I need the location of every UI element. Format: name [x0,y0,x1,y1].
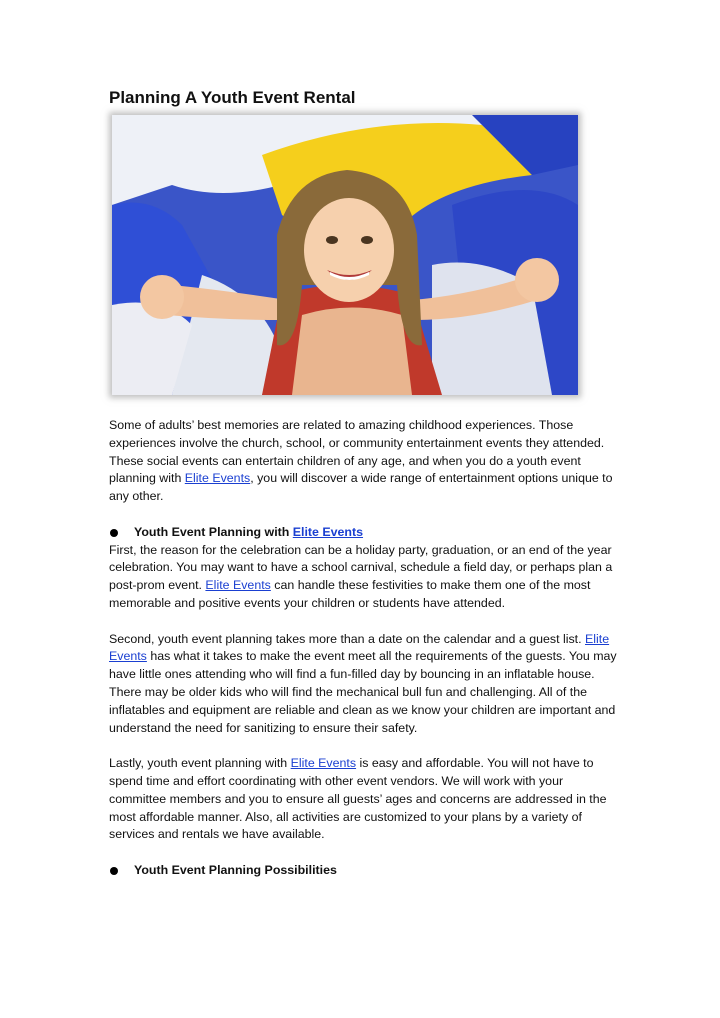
elite-events-link[interactable]: Elite Events [109,631,610,664]
elite-events-link[interactable]: Elite Events [290,756,357,771]
child-inflatable-photo [112,115,578,395]
paragraph-text: Second, youth event planning takes more than a date on the calendar and a guest list. [109,631,585,646]
elite-events-link[interactable]: Elite Events [184,471,251,486]
heading-text: Youth Event Planning with [134,524,293,539]
paragraph-text: Lastly, youth event planning with [109,756,291,771]
elite-events-link[interactable]: Elite Events [292,524,364,539]
article-body [109,417,619,880]
bullet-icon [110,529,118,537]
paragraph-text: can handle these festivities to make them one of the most memorable and positive events your children or students have attended. [109,578,591,610]
page-title: Planning A Youth Event Rental [109,88,356,107]
section-heading-planning [109,524,619,542]
paragraph-first [109,542,619,613]
heading-text: Youth Event Planning Possibilities [134,862,337,877]
intro-text-after: , you will discover a wide range of entertainment options unique to any other. [109,471,613,504]
paragraph-text: First, the reason for the celebration can be a holiday party, graduation, or an end of the year celebration. You may want to have a school carnival, schedule a field day, or perhaps plan a post-prom event. [109,542,613,593]
section-heading-possibilities [109,862,619,880]
paragraph-text: has what it takes to make the event meet all the requirements of the guests. You may have little ones attending who will find a fun-filled day by bouncing in an inflatable house. There may be older kids who will find the mechanical bull fun and challenging. All of the inflatables and equipment are reliable and clean as we know your children are important and understand the need for sanitizing to ensure their safety. [109,649,617,735]
intro-paragraph [109,417,619,506]
paragraph-third [109,755,619,844]
elite-events-link[interactable]: Elite Events [205,578,271,593]
intro-text-before: Some of adults’ best memories are related to amazing childhood experiences. Those experiences involve the church, school, or community entertainment events they attended. These social events can entertain children of any age, and when you do a youth event planning with [109,418,605,486]
bullet-icon [110,867,118,875]
paragraph-second [109,631,619,738]
paragraph-text: is easy and affordable. You will not have to spend time and effort coordinating with other event vendors. We will work with your committee members and you to ensure all guests’ ages and concerns are addressed in the most affordable manner. Also, all activities are customized to your plans by a variety of services and rentals we have available. [109,756,607,842]
